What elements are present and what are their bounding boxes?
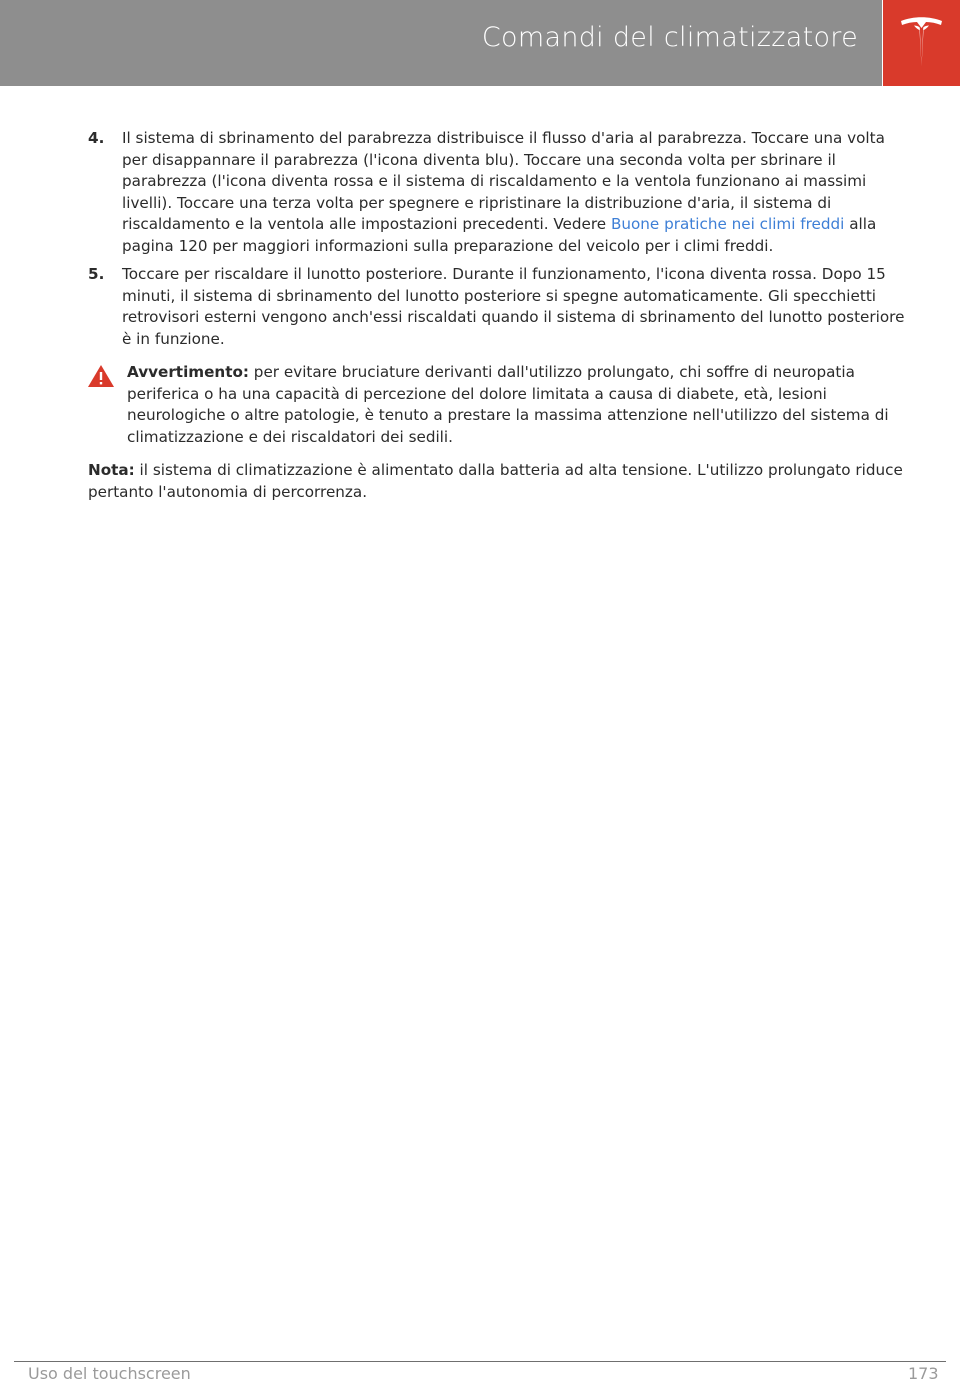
list-item bbox=[88, 128, 912, 257]
main-content bbox=[88, 128, 912, 503]
step-text: Il sistema di sbrinamento del parabrezza distribuisce il flusso d'aria al parabrezza. Toccare una volta per disappannare il parabrezza (l'icona diventa blu). Toccare una seconda volta per sbrinare il parabrezza (l'icona diventa rossa e il sistema di riscaldamento e la ventola funzionano ai massimi livelli). Toccare una terza volta per spegnere e ripristinare la distribuzione d'aria, il sistema di riscaldamento e la ventola alle impostazioni precedenti. Vedere bbox=[122, 129, 885, 233]
list-item bbox=[88, 264, 912, 350]
warning-box bbox=[88, 362, 912, 448]
tesla-logo-icon bbox=[899, 17, 944, 69]
note bbox=[88, 460, 912, 503]
step-text: alla pagina 120 per maggiori informazioni sulla preparazione del veicolo per i climi freddi. bbox=[122, 215, 877, 255]
warning-triangle-icon bbox=[87, 364, 115, 388]
page-number: 173 bbox=[908, 1364, 939, 1383]
step-text: Toccare per riscaldare il lunotto posteriore. Durante il funzionamento, l'icona diventa rossa. Dopo 15 minuti, il sistema di sbrinamento del lunotto posteriore si spegne automaticamente. Gli specchietti retrovisori esterni vengono anch'essi riscaldati quando il sistema di sbrinamento del lunotto posteriore è in funzione. bbox=[122, 265, 905, 348]
logo-box bbox=[883, 0, 960, 86]
warning-label: Avvertimento: bbox=[127, 363, 249, 381]
page-title: Comandi del climatizzatore bbox=[481, 22, 858, 53]
footer-section: Uso del touchscreen bbox=[28, 1364, 191, 1383]
warning-text: per evitare bruciature derivanti dall'utilizzo prolungato, chi soffre di neuropatia periferica o ha una capacità di percezione del dolore limitata a causa di diabete, età, lesioni neurologiche o altre patologie, è tenuto a prestare la massima attenzione nell'utilizzo del sistema di climatizzazione e dei riscaldatori dei sedili. bbox=[127, 363, 889, 446]
step-number: 4. bbox=[88, 129, 105, 147]
cold-weather-link[interactable]: Buone pratiche nei climi freddi bbox=[610, 215, 845, 233]
note-label: Nota: bbox=[88, 461, 135, 479]
note-text: il sistema di climatizzazione è alimentato dalla batteria ad alta tensione. L'utilizzo prolungato riduce pertanto l'autonomia di percorrenza. bbox=[88, 461, 903, 501]
header-bar bbox=[0, 0, 882, 86]
footer-divider bbox=[14, 1361, 946, 1362]
step-number: 5. bbox=[88, 265, 105, 283]
